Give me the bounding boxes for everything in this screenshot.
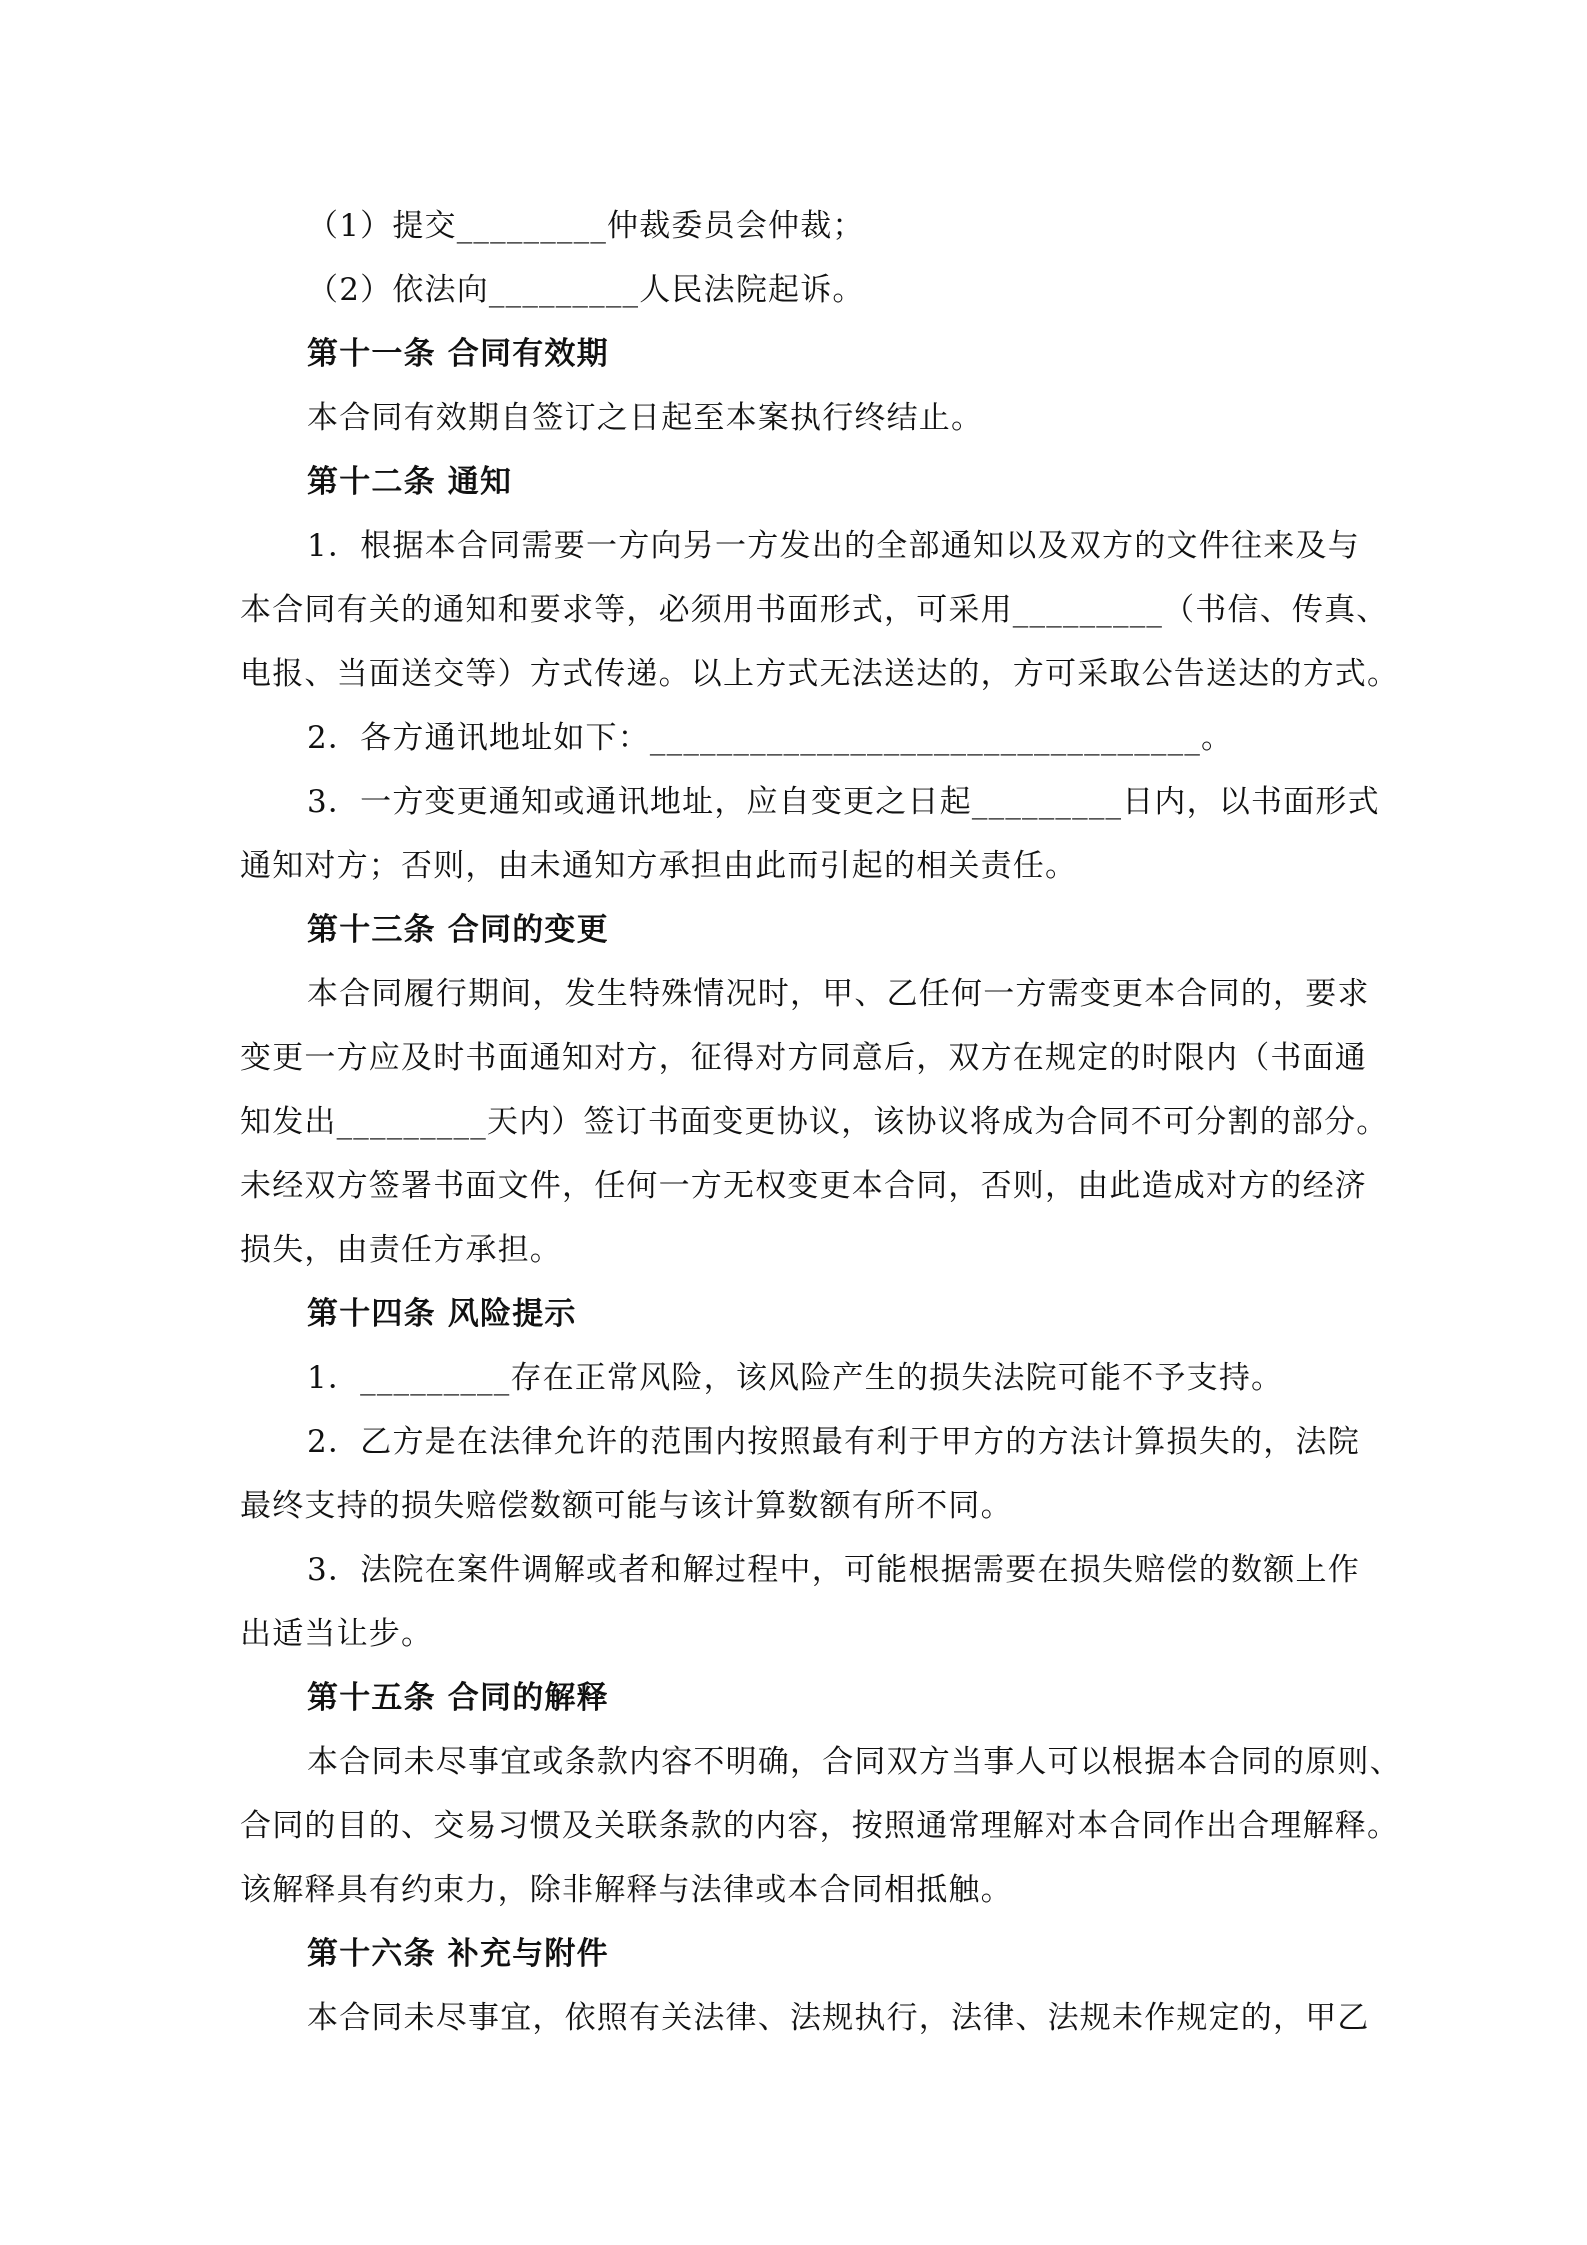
article-11-heading: 第十一条 合同有效期 [307,336,609,372]
article-12-heading: 第十二条 通知 [307,464,513,500]
paragraph-line: 本合同有关的通知和要求等，必须用书面形式，可采用_________（书信、传真、 [240,592,1389,628]
paragraph-line: 3．一方变更通知或通讯地址，应自变更之日起_________日内，以书面形式 [307,784,1380,820]
paragraph-line: 电报、当面送交等）方式传递。以上方式无法送达的，方可采取公告送达的方式。 [240,656,1400,692]
article-14-heading: 第十四条 风险提示 [307,1296,577,1332]
paragraph-line: 出适当让步。 [240,1616,434,1652]
paragraph-line: 变更一方应及时书面通知对方，征得对方同意后，双方在规定的时限内（书面通 [240,1040,1367,1076]
paragraph-line: 本合同未尽事宜，依照有关法律、法规执行，法律、法规未作规定的，甲乙 [307,2000,1370,2036]
paragraph-line: 2．乙方是在法律允许的范围内按照最有利于甲方的方法计算损失的，法院 [307,1424,1360,1460]
article-13-heading: 第十三条 合同的变更 [307,912,609,948]
paragraph-line: 1．根据本合同需要一方向另一方发出的全部通知以及双方的文件往来及与 [307,528,1360,564]
paragraph-line: 该解释具有约束力，除非解释与法律或本合同相抵触。 [240,1872,1013,1908]
paragraph-line: 3．法院在案件调解或者和解过程中，可能根据需要在损失赔偿的数额上作 [307,1552,1360,1588]
clause-arbitration-option: （1）提交_________仲裁委员会仲裁； [307,208,865,244]
paragraph-line: 1．_________存在正常风险，该风险产生的损失法院可能不予支持。 [307,1360,1284,1396]
paragraph-line: 知发出_________天内）签订书面变更协议，该协议将成为合同不可分割的部分。 [240,1104,1389,1140]
paragraph-line: 本合同有效期自签订之日起至本案执行终结止。 [307,400,984,436]
paragraph-line: 2．各方通讯地址如下：_________________________________。 [307,720,1234,756]
article-15-heading: 第十五条 合同的解释 [307,1680,609,1716]
paragraph-line: 本合同未尽事宜或条款内容不明确，合同双方当事人可以根据本合同的原则、 [307,1744,1402,1780]
paragraph-line: 最终支持的损失赔偿数额可能与该计算数额有所不同。 [240,1488,1013,1524]
article-16-heading: 第十六条 补充与附件 [307,1936,609,1972]
paragraph-line: 本合同履行期间，发生特殊情况时，甲、乙任何一方需变更本合同的，要求 [307,976,1370,1012]
paragraph-line: 损失，由责任方承担。 [240,1232,562,1268]
clause-litigation-option: （2）依法向_________人民法院起诉。 [307,272,865,308]
paragraph-line: 未经双方签署书面文件，任何一方无权变更本合同，否则，由此造成对方的经济 [240,1168,1367,1204]
paragraph-line: 通知对方；否则，由未通知方承担由此而引起的相关责任。 [240,848,1078,884]
paragraph-line: 合同的目的、交易习惯及关联条款的内容，按照通常理解对本合同作出合理解释。 [240,1808,1400,1844]
